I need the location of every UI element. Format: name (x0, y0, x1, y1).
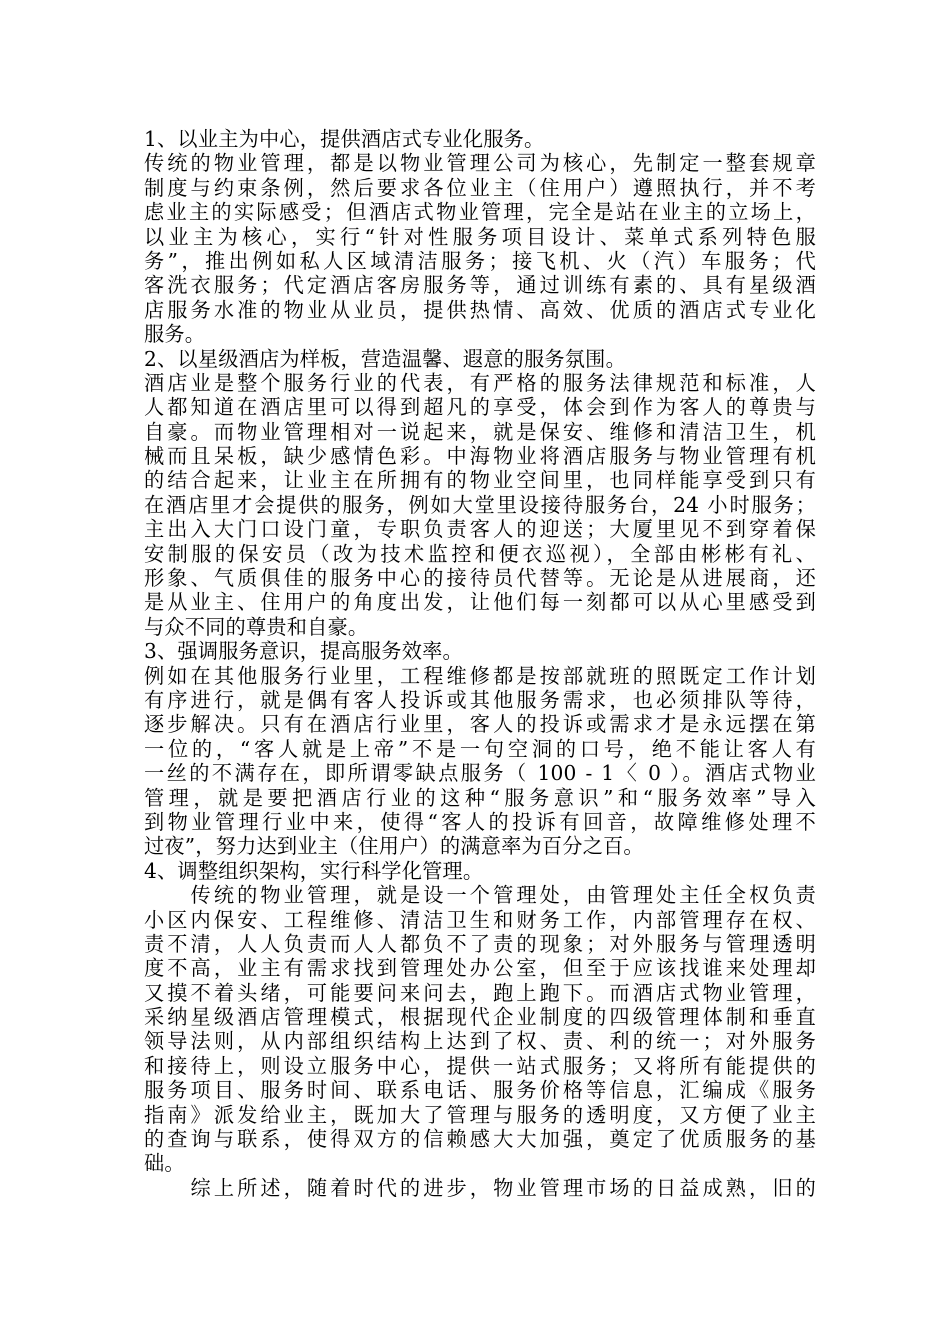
paragraph-line: 安制服的保安员（改为技术监控和便衣巡视），全部由彬彬有礼、 (144, 541, 816, 566)
paragraph-line: 逐步解决。只有在酒店行业里，客人的投诉或需求才是永远摆在第 (144, 712, 816, 737)
paragraph-line: 形象、气质俱佳的服务中心的接待员代替等。无论是从进展商，还 (144, 566, 816, 591)
paragraph-line: 例如在其他服务行业里，工程维修都是按部就班的照既定工作计划 (144, 663, 816, 688)
paragraph-line: 自豪。而物业管理相对一说起来，就是保安、维修和清洁卫生，机 (144, 419, 816, 444)
paragraph-line: 是从业主、住用户的角度出发，让他们每一刻都可以从心里感受到 (144, 590, 816, 615)
paragraph-line: 传统的物业管理，就是设一个管理处，由管理处主任全权负责 (144, 883, 816, 908)
paragraph-line: 虑业主的实际感受；但酒店式物业管理，完全是站在业主的立场上， (144, 200, 816, 225)
paragraph-line: 责不清，人人负责而人人都负不了责的现象；对外服务与管理透明 (144, 931, 816, 956)
document-body (144, 127, 816, 1200)
paragraph-line: 人都知道在酒店里可以得到超凡的享受，体会到作为客人的尊贵与 (144, 395, 816, 420)
paragraph-line: 小区内保安、工程维修、清洁卫生和财务工作，内部管理存在权、 (144, 907, 816, 932)
paragraph-line: 制度与约束条例，然后要求各位业主（住用户）遵照执行，并不考 (144, 175, 816, 200)
paragraph-line: 综上所述，随着时代的进步，物业管理市场的日益成熟，旧的 (144, 1175, 816, 1200)
paragraph-line: 酒店业是整个服务行业的代表，有严格的服务法律规范和标准，人 (144, 370, 816, 395)
paragraph-line: 务”，推出例如私人区域清洁服务；接飞机、火（汽）车服务；代 (144, 248, 816, 273)
paragraph-line: 服务项目、服务时间、联系电话、服务价格等信息，汇编成《服务 (144, 1078, 816, 1103)
paragraph-line: 客洗衣服务；代定酒店客房服务等，通过训练有素的、具有星级酒 (144, 273, 816, 298)
section-heading-3: 3、强调服务意识，提高服务效率。 (144, 639, 463, 664)
paragraph-line: 又摸不着头绪，可能要问来问去，跑上跑下。而酒店式物业管理， (144, 980, 816, 1005)
paragraph-line: 础。 (144, 1151, 185, 1176)
paragraph-line: 到物业管理行业中来，使得“客人的投诉有回音，故障维修处理不 (144, 809, 816, 834)
paragraph-line: 的查询与联系，使得双方的信赖感大大加强，奠定了优质服务的基 (144, 1127, 816, 1152)
paragraph-line: 和接待上，则设立服务中心，提供一站式服务；又将所有能提供的 (144, 1053, 816, 1078)
paragraph-line: 管理，就是要把酒店行业的这种“服务意识”和“服务效率”导入 (144, 785, 816, 810)
paragraph-line: 店服务水准的物业从业员，提供热情、高效、优质的酒店式专业化 (144, 297, 816, 322)
paragraph-line: 传统的物业管理，都是以物业管理公司为核心，先制定一整套规章 (144, 151, 816, 176)
paragraph-line: 主出入大门口设门童，专职负责客人的迎送；大厦里见不到穿着保 (144, 517, 816, 542)
section-heading-1: 1、以业主为中心，提供酒店式专业化服务。 (144, 127, 545, 151)
paragraph-line: 有序进行，就是偶有客人投诉或其他服务需求，也必须排队等待， (144, 687, 816, 712)
paragraph-line: 一位的，“客人就是上帝”不是一句空洞的口号，绝不能让客人有 (144, 736, 816, 761)
paragraph-line: 采纳星级酒店管理模式，根据现代企业制度的四级管理体制和垂直 (144, 1005, 816, 1030)
paragraph-line: 以业主为核心，实行“针对性服务项目设计、菜单式系列特色服 (144, 224, 816, 249)
section-heading-2: 2、以星级酒店为样板，营造温馨、遐意的服务氛围。 (144, 346, 626, 371)
paragraph-line: 一丝的不满存在，即所谓零缺点服务（ 100 - 1〈 0 ）。酒店式物业 (144, 761, 816, 786)
paragraph-line: 过夜”，努力达到业主（住用户）的满意率为百分之百。 (144, 834, 644, 859)
paragraph-line: 领导法则，从内部组织结构上达到了权、责、利的统一；对外服务 (144, 1029, 816, 1054)
paragraph-line: 指南》派发给业主，既加大了管理与服务的透明度，又方便了业主 (144, 1102, 816, 1127)
paragraph-line: 与众不同的尊贵和自豪。 (144, 614, 369, 639)
paragraph-line: 械而且呆板，缺少感情色彩。中海物业将酒店服务与物业管理有机 (144, 444, 816, 469)
paragraph-line: 服务。 (144, 322, 206, 347)
paragraph-line: 的结合起来，让业主在所拥有的物业空间里，也同样能享受到只有 (144, 468, 816, 493)
paragraph-line: 在酒店里才会提供的服务，例如大堂里设接待服务台，24 小时服务； (144, 492, 816, 517)
paragraph-line: 度不高，业主有需求找到管理处办公室，但至于应该找谁来处理却 (144, 956, 816, 981)
section-heading-4: 4、调整组织架构，实行科学化管理。 (144, 858, 484, 883)
